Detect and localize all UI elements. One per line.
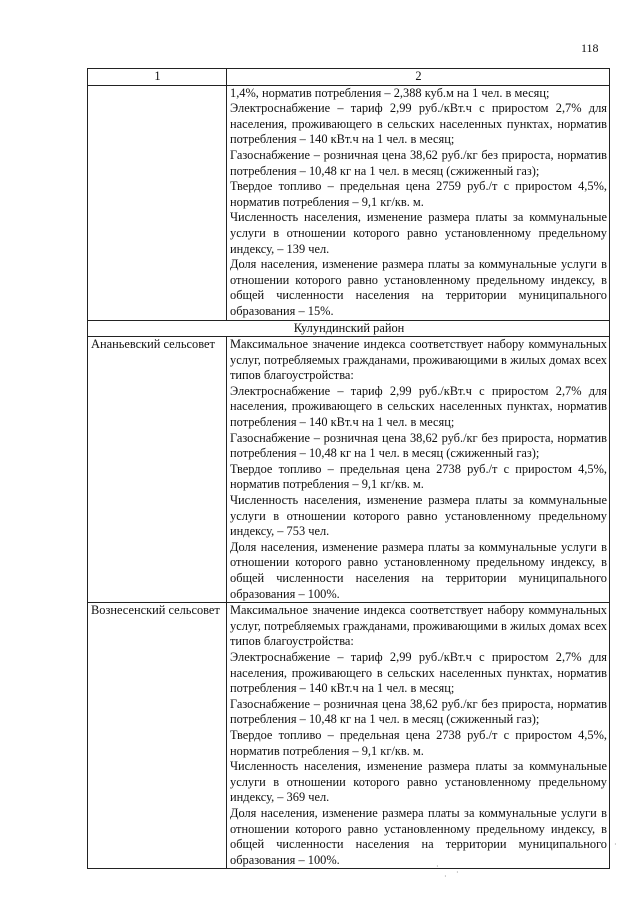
- municipality-name: [88, 85, 227, 320]
- scan-speck: ·: [436, 862, 439, 871]
- municipality-name: Ананьевский сельсовет: [88, 337, 227, 603]
- column-header-1: 1: [88, 69, 227, 86]
- column-header-2: 2: [227, 69, 610, 86]
- paragraph: Твердое топливо – предельная цена 2738 руб./т с приростом 4,5%, норматив потребления – 9,1 кг/кв. м.: [230, 727, 607, 758]
- section-header-row: [88, 320, 610, 337]
- paragraph: Электроснабжение – тариф 2,99 руб./кВт.ч с приростом 2,7% для населения, проживающего в сельских населенных пунктах, норматив потребления – 140 кВт.ч на 1 чел. в месяц;: [230, 383, 607, 430]
- page-number: 118: [581, 41, 599, 55]
- paragraph: Электроснабжение – тариф 2,99 руб./кВт.ч с приростом 2,7% для населения, проживающего в сельских населенных пунктах, норматив потребления – 140 кВт.ч на 1 чел. в месяц;: [230, 649, 607, 696]
- municipality-description: [227, 603, 610, 869]
- table-row-continuation: [88, 85, 610, 320]
- scan-speck: ·: [444, 872, 447, 881]
- paragraph: Газоснабжение – розничная цена 38,62 руб./кг без прироста, норматив потребления – 10,48 кг на 1 чел. в месяц (сжиженный газ);: [230, 696, 607, 727]
- paragraph: Твердое топливо – предельная цена 2759 руб./т с приростом 4,5%, норматив потребления – 9,1 кг/кв. м.: [230, 179, 607, 209]
- paragraph: Доля населения, изменение размера платы за коммунальные услуги в отношении которого равно установленному предельному индексу, в общей численности населения на территории муниципального образования – 100%.: [230, 805, 607, 867]
- table-header-row: [88, 69, 610, 86]
- municipality-description: [227, 85, 610, 320]
- municipality-description: [227, 337, 610, 603]
- paragraph: 1,4%, норматив потребления – 2,388 куб.м на 1 чел. в месяц;: [230, 85, 550, 100]
- table-row: [88, 603, 610, 869]
- paragraph: Максимальное значение индекса соответствует набору коммунальных услуг, потребляемых гражданами, проживающими в жилых домах всех типов благоустройства:: [230, 603, 607, 649]
- paragraph: Численность населения, изменение размера платы за коммунальные услуги в отношении которого равно установленному предельному индексу, – 369 чел.: [230, 759, 607, 805]
- paragraph: Твердое топливо – предельная цена 2738 руб./т с приростом 4,5%, норматив потребления – 9,1 кг/кв. м.: [230, 461, 607, 492]
- scan-speck: ·: [614, 840, 617, 849]
- paragraph: Численность населения, изменение размера платы за коммунальные услуги в отношении которого равно установленному предельному индексу, – 753 чел.: [230, 493, 607, 539]
- paragraph: Численность населения, изменение размера платы за коммунальные услуги в отношении которого равно установленному предельному индексу, – 139 чел.: [230, 210, 607, 256]
- document-table: [87, 68, 610, 869]
- scan-speck: ·: [456, 868, 459, 877]
- paragraph: Максимальное значение индекса соответствует набору коммунальных услуг, потребляемых гражданами, проживающими в жилых домах всех типов благоустройства:: [230, 337, 607, 383]
- section-title: Кулундинский район: [88, 320, 610, 337]
- table-row: [88, 337, 610, 603]
- paragraph: Электроснабжение – тариф 2,99 руб./кВт.ч с приростом 2,7% для населения, проживающего в сельских населенных пунктах, норматив потребления – 140 кВт.ч на 1 чел. в месяц;: [230, 101, 607, 147]
- paragraph: Газоснабжение – розничная цена 38,62 руб./кг без прироста, норматив потребления – 10,48 кг на 1 чел. в месяц (сжиженный газ);: [230, 147, 607, 178]
- municipality-name: Вознесенский сельсовет: [88, 603, 227, 869]
- paragraph: Доля населения, изменение размера платы за коммунальные услуги в отношении которого равно установленному предельному индексу, в общей численности населения на территории муниципального образования – 100%.: [230, 539, 607, 601]
- paragraph: Доля населения, изменение размера платы за коммунальные услуги в отношении которого равно установленному предельному индексу, в общей численности населения на территории муниципального образования – 15%.: [230, 257, 607, 318]
- paragraph: Газоснабжение – розничная цена 38,62 руб./кг без прироста, норматив потребления – 10,48 кг на 1 чел. в месяц (сжиженный газ);: [230, 430, 607, 461]
